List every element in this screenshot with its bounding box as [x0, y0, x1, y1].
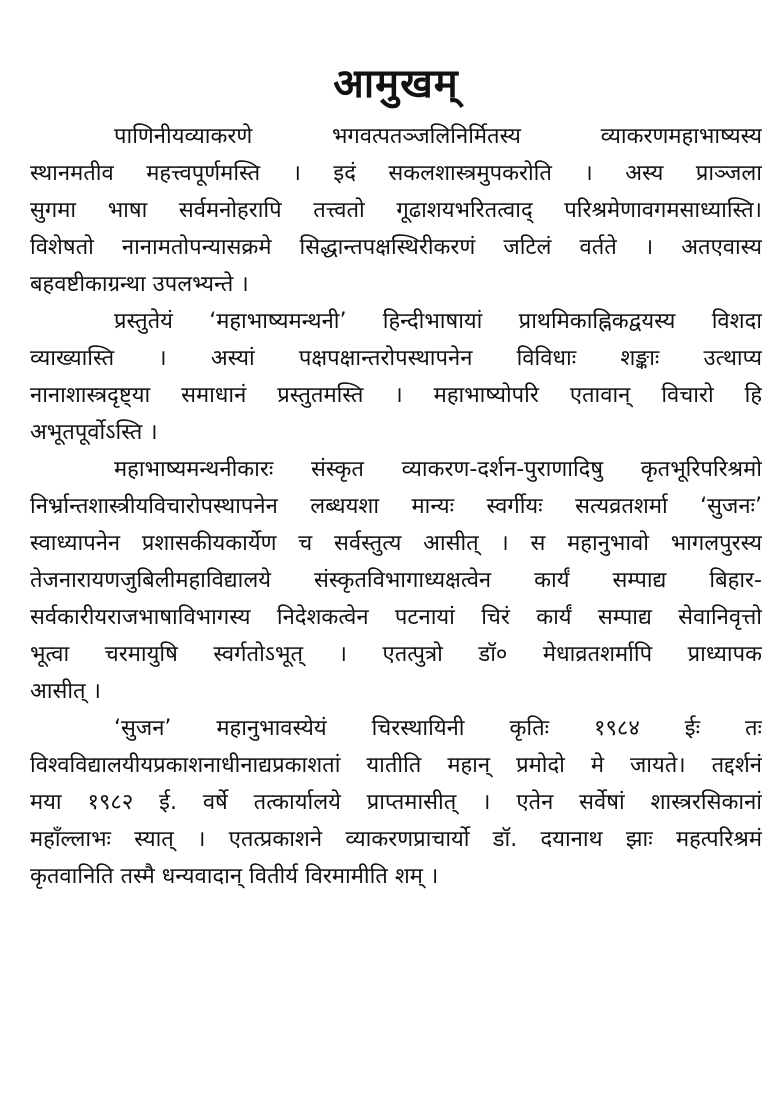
text-line: स्वाध्यापनेन प्रशासकीयकार्येण च सर्वस्तुत्य आसीत् । स महानुभावो भागलपुरस्य: [30, 531, 762, 556]
text-line: नानाशास्त्रदृष्ट्या समाधानं प्रस्तुतमस्ति । महाभाष्योपरि एतावान् विचारो हि: [30, 383, 762, 408]
page-title: आमुखम्: [333, 61, 459, 107]
paragraph-2: [30, 303, 762, 451]
paragraph-3: [30, 451, 762, 710]
text-line: आसीत् ।: [30, 679, 101, 704]
text-line: विश्वविद्यालयीयप्रकाशनाधीनाद्यप्रकाशतां यातीति महान् प्रमोदो मे जायते। तद्दर्शनं: [30, 753, 762, 778]
text-line: ‘सुजन’ महानुभावस्येयं चिरस्थायिनी कृतिः १९८४ ईः तः: [114, 716, 762, 741]
text-line: अभूतपूर्वोऽस्ति ।: [30, 420, 158, 445]
paragraph-4: [30, 710, 762, 895]
text-line: विशेषतो नानामतोपन्यासक्रमे सिद्धान्तपक्षस्थिरीकरणं जटिलं वर्तते । अतएवास्य: [30, 235, 762, 260]
text-line: निर्भ्रान्तशास्त्रीयविचारोपस्थापनेन लब्धयशा मान्यः स्वर्गीयः सत्यव्रतशर्मा ‘सुजनः’: [30, 494, 762, 519]
text-line: भूत्वा चरमायुषि स्वर्गतोऽभूत् । एतत्पुत्रो डॉ० मेधाव्रतशर्मापि प्राध्यापक: [30, 642, 762, 667]
text-line: कृतवानिति तस्मै धन्यवादान् वितीर्य विरमामीति शम् ।: [30, 864, 439, 889]
text-line: प्रस्तुतेयं ‘महाभाष्यमन्थनी’ हिन्दीभाषायां प्राथमिकाह्निकद्वयस्य विशदा: [114, 309, 762, 334]
text-line: महाभाष्यमन्थनीकारः संस्कृत व्याकरण-दर्शन-पुराणादिषु कृतभूरिपरिश्रमो: [114, 457, 762, 482]
text-line: महाँल्लाभः स्यात् । एतत्प्रकाशने व्याकरणप्राचार्यो डॉ. दयानाथ झाः महत्परिश्रमं: [30, 827, 762, 852]
paragraph-1: [30, 118, 762, 303]
text-line: तेजनारायणजुबिलीमहाविद्यालये संस्कृतविभागाध्यक्षत्वेन कार्यं सम्पाद्य बिहार-: [30, 568, 762, 593]
text-line: बहवष्टीकाग्रन्था उपलभ्यन्ते ।: [30, 272, 249, 297]
text-line: स्थानमतीव महत्त्वपूर्णमस्ति । इदं सकलशास्त्रमुपकरोति । अस्य प्राञ्जला: [30, 161, 762, 186]
text-line: पाणिनीयव्याकरणे भगवत्पतञ्जलिनिर्मितस्य व्याकरणमहाभाष्यस्य: [114, 124, 762, 149]
text-line: सुगमा भाषा सर्वमनोहरापि तत्त्वतो गूढाशयभरितत्वाद् परिश्रमेणावगमसाध्यास्ति।: [30, 198, 762, 223]
text-line: व्याख्यास्ति । अस्यां पक्षपक्षान्तरोपस्थापनेन विविधाः शङ्काः उत्थाप्य: [30, 346, 762, 371]
text-line: मया १९८२ ई. वर्षे तत्कार्यालये प्राप्तमासीत् । एतेन सर्वेषां शास्त्ररसिकानां: [30, 790, 762, 815]
text-line: सर्वकारीयराजभाषाविभागस्य निदेशकत्वेन पटनायां चिरं कार्यं सम्पाद्य सेवानिवृत्तो: [30, 605, 762, 630]
